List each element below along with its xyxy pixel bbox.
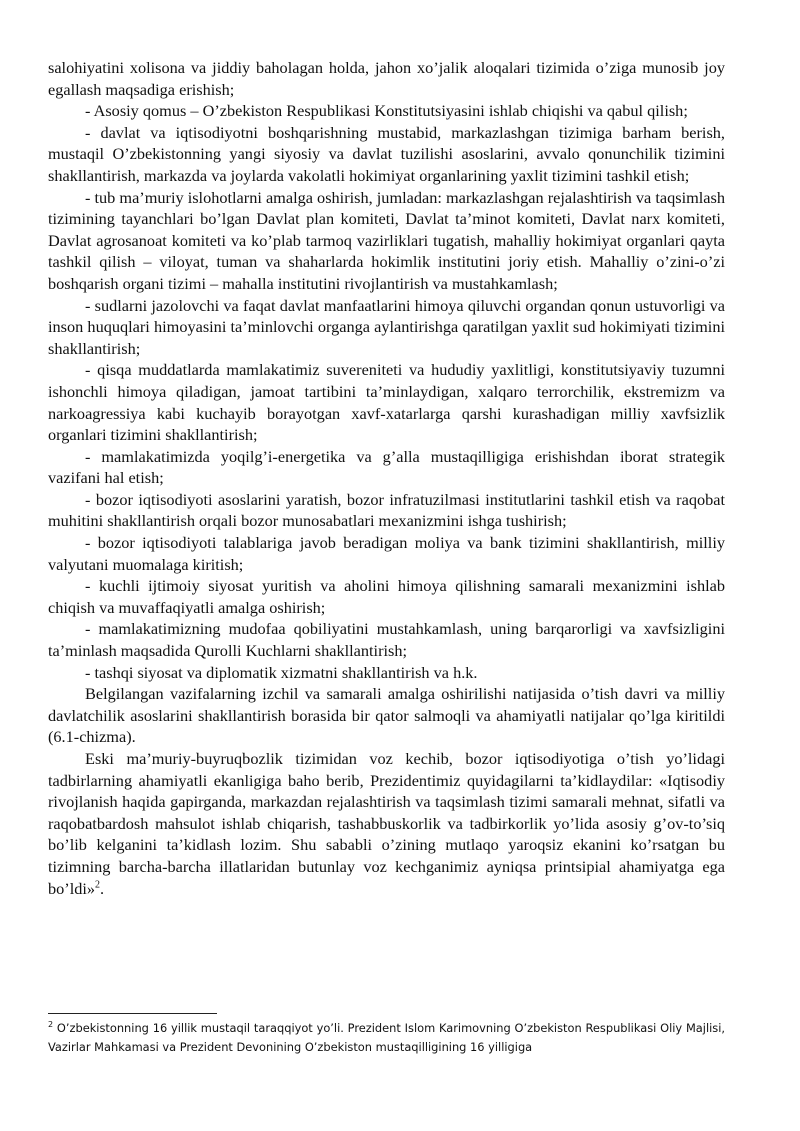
paragraph: - bozor iqtisodiyoti talablariga javob beradigan moliya va bank tizimini shakllantirish, milliy valyutani muomalaga kiritish; [48, 533, 725, 574]
footnote-text: O’zbekistonning 16 yillik mustaqil taraqqiyot yo’li. Prezident Islom Karimovning O’zbekiston Respublikasi Oliy Majlisi, Vazirlar Mahkamasi va Prezident Devonining O’zbekiston mustaqilligining 16 yilligiga [48, 1021, 725, 1054]
paragraph: Belgilangan vazifalarning izchil va samarali amalga oshirilishi natijasida o’tish davri va milliy davlatchilik asoslarini shakllantirish borasida bir qator salmoqli va ahamiyatli natijalar qo’lga kiritildi (6.1-chizma). [48, 684, 725, 747]
footnote-number: 2 [48, 1020, 54, 1030]
paragraph: - sudlarni jazolovchi va faqat davlat manfaatlarini himoya qiluvchi organdan qonun ustuvorligi va inson huquqlari himoyasini ta’minlovchi organga aylantirishga qaratilgan yaxlit sud hokimiyati tizimini shakllantirish; [48, 295, 725, 358]
paragraph: salohiyatini xolisona va jiddiy baholagan holda, jahon xo’jalik aloqalari tizimida o’ziga munosib joy egallash maqsadiga erishish; [48, 58, 725, 99]
paragraph: - Asosiy qomus – O’zbekiston Respublikasi Konstitutsiyasini ishlab chiqishi va qabul qilish; [85, 101, 688, 121]
quote-paragraph [48, 748, 725, 899]
paragraph: - qisqa muddatlarda mamlakatimiz suvereniteti va hududiy yaxlitligi, konstitutsiyaviy tuzumni ishonchli himoya qiladigan, jamoat tartibini ta’minlaydigan, xalqaro terrorchilik, ekstremizm va narkoagressiya kabi kuchayib borayotgan xavf-xatarlarga qarshi kurashadigan milliy xavfsizlik organlari tizimini shakllantirish; [48, 360, 725, 445]
closing-period: . [100, 878, 105, 898]
paragraph: - davlat va iqtisodiyotni boshqarishning mustabid, markazlashgan tizimiga barham berish, mustaqil O’zbekistonning yangi siyosiy va davlat tuzilishi asoslarini, avvalo qonunchilik tizimini shakllantirish, markazda va joylarda vakolatli hokimiyat organlarining yaxlit tizimini tashkil etish; [48, 122, 725, 185]
footnote [48, 1019, 725, 1057]
paragraph: - mamlakatimizda yoqilg’i-energetika va g’alla mustaqilligiga erishishdan iborat strategik vazifani hal etish; [48, 446, 725, 488]
paragraph: - bozor iqtisodiyoti asoslarini yaratish, bozor infratuzilmasi institutlarini tashkil etish va raqobat muhitini shakllantirish orqali bozor munosabatlari mexanizmini ishga tushirish; [48, 489, 725, 531]
quote-text: Eski ma’muriy-buyruqbozlik tizimidan voz kechib, bozor iqtisodiyotiga o’tish yo’lidagi tadbirlarning ahamiyatli ekanligiga baho berib, Prezidentimiz quyidagilarni ta’kidlaydilar: «Iqtisodiy rivojlanish haqida gapirganda, markazdan rejalashtirish va taqsimlash tizimi samarali mehnat, sifatli va raqobatbardosh mahsulot ishlab chiqarish, tashabbuskorlik va tadbirkorlik yo’lida asosiy g’ov-to’siq bo’lib kelganini ta’kidlash lozim. Shu sababli o’zining mutlaqo yaroqsiz ekanini ko’rsatgan bu tizimning barcha-barcha illatlaridan butunlay voz kechganimiz ayniqsa printsipial ahamiyatga ega bo’ldi» [48, 749, 725, 898]
paragraph: - tub ma’muriy islohotlarni amalga oshirish, jumladan: markazlashgan rejalashtirish va taqsimlash tizimining tayanchlari bo’lgan Davlat plan komiteti, Davlat ta’minot komiteti, Davlat narx komiteti, Davlat agrosanoat komiteti va ko’plab tarmoq vazirliklari tugatish, mahalliy hokimiyat organlari qayta tashkil qilish – viloyat, tuman va shaharlarda hokimlik institutini joriy etish. Mahalliy o’zini-o’zi boshqarish organi tizimi – mahalla institutini rivojlantirish va mustahkamlash; [48, 187, 725, 293]
footnote-divider [48, 1013, 217, 1014]
paragraph: - tashqi siyosat va diplomatik xizmatni shakllantirish va h.k. [85, 662, 478, 682]
footnote-reference[interactable]: 2 [95, 879, 101, 891]
paragraph: - kuchli ijtimoiy siyosat yuritish va aholini himoya qilishning samarali mexanizmini ishlab chiqish va muvaffaqiyatli amalga oshirish; [48, 576, 725, 617]
paragraph: - mamlakatimizning mudofaa qobiliyatini mustahkamlash, uning barqarorligi va xavfsizligini ta’minlash maqsadida Qurolli Kuchlarni shakllantirish; [48, 619, 725, 661]
body-text [48, 57, 725, 899]
